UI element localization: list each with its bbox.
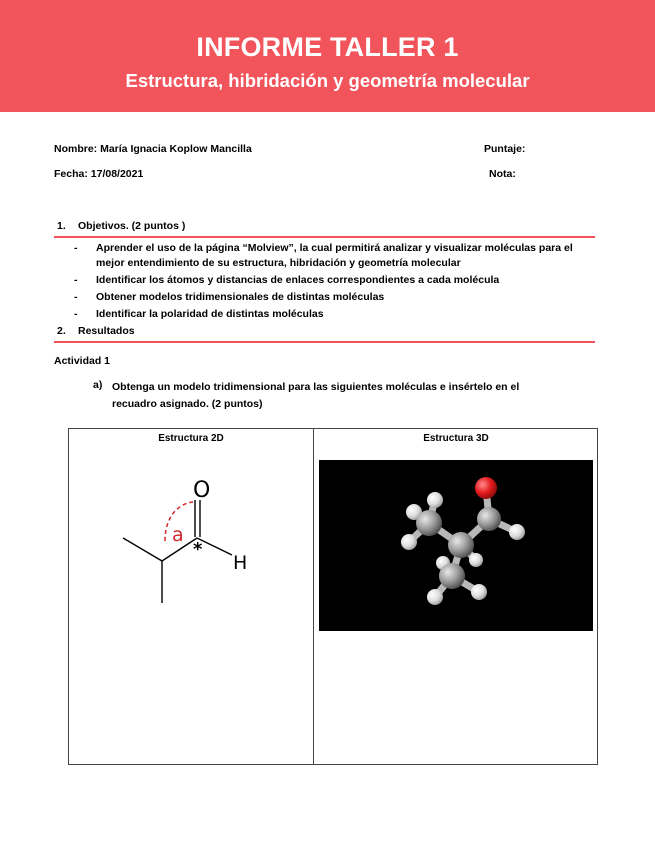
name-value: María Ignacia Koplow Mancilla [100,143,252,155]
carbon-atom [448,532,474,558]
activity-item-text: Obtenga un modelo tridimensional para las siguientes moléculas e insértelo en el recuadro asignado. (2 puntos) [112,381,520,410]
oxygen-label: O [193,478,211,503]
molecule-2d-drawing [109,469,289,609]
header-banner [0,0,655,112]
activity-item-letter: a) [93,379,103,391]
molecule-3d-viewport [319,460,593,631]
chiral-star: * [193,539,203,560]
hydrogen-atom [427,589,443,605]
puntaje-label: Puntaje: [484,143,526,155]
objetivo-item-text: Identificar los átomos y distancias de enlaces correspondientes a cada molécula [96,274,500,286]
resultados-title: Resultados [78,325,135,337]
date-label: Fecha: [54,168,88,180]
hydrogen-label: H [233,552,248,574]
hydrogen-atom [509,524,525,540]
carbon-atom [416,510,442,536]
table-divider [313,429,314,764]
report-subtitle: Estructura, hibridación y geometría molecular [125,70,530,91]
bond-line [123,538,162,561]
hydrogen-atom [401,534,417,550]
resultados-number: 2. [57,325,66,337]
nota-label: Nota: [489,168,516,180]
date-field [54,168,143,180]
carbon-atom [439,563,465,589]
hydrogen-atom [471,584,487,600]
objetivo-item-text: Obtener modelos tridimensionales de distintas moléculas [96,291,385,303]
objetivos-number: 1. [57,220,66,232]
oxygen-atom [475,477,497,499]
angle-label: a [172,524,184,546]
resultados-rule [54,341,595,343]
report-title: INFORME TALLER 1 [196,32,459,62]
carbon-atom [477,507,501,531]
molecule-3d-drawing [319,460,593,631]
hydrogen-atom [427,492,443,508]
date-value: 17/08/2021 [90,168,144,180]
hydrogen-atom [469,553,483,567]
name-label: Nombre: [54,143,98,155]
objetivos-rule [54,236,595,238]
objetivo-item-text: Identificar la polaridad de distintas moléculas [96,308,324,320]
activity-title: Actividad 1 [54,355,111,367]
col-header-2d: Estructura 2D [158,433,224,444]
structure-table [68,428,598,765]
name-field [54,143,252,155]
objetivos-title: Objetivos. (2 puntos ) [78,220,186,232]
col-header-3d: Estructura 3D [423,433,489,444]
objetivo-item-text: Aprender el uso de la página “Molview”, la cual permitirá analizar y visualizar moléculas para el mejor entendimiento de su estructura, hibridación y geometría molecular [96,242,573,269]
